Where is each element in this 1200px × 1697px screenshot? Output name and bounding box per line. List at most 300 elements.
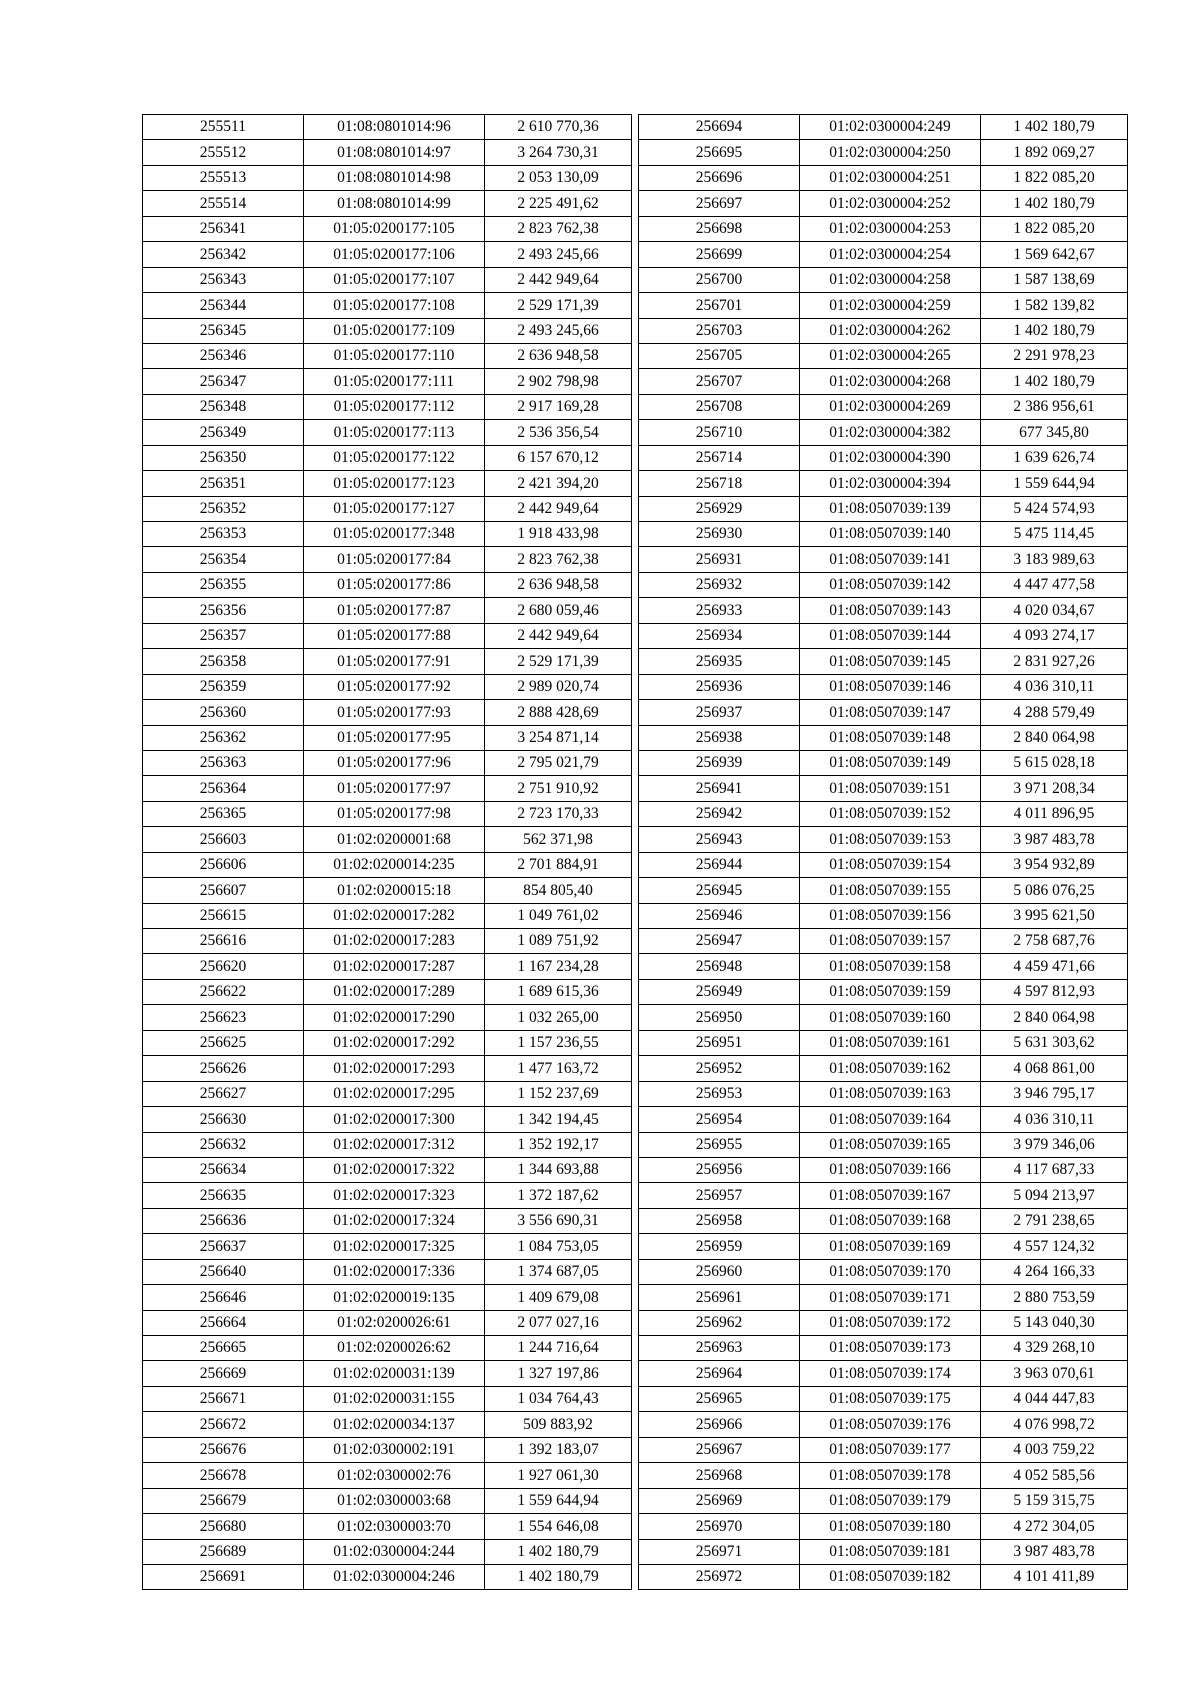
cadastral-number-cell: 01:02:0200031:139 xyxy=(304,1361,485,1386)
cadastral-value-cell: 4 597 812,93 xyxy=(981,979,1128,1004)
cadastral-number-cell: 01:08:0507039:180 xyxy=(800,1514,981,1539)
cadastral-number-cell: 01:02:0300004:251 xyxy=(800,165,981,190)
cadastral-number-cell: 01:05:0200177:123 xyxy=(304,471,485,496)
cadastral-value-cell: 2 442 949,64 xyxy=(485,267,632,292)
record-number-cell: 256968 xyxy=(639,1463,800,1488)
record-number-cell: 256962 xyxy=(639,1310,800,1335)
cadastral-value-cell: 5 143 040,30 xyxy=(981,1310,1128,1335)
record-number-cell: 256672 xyxy=(143,1412,304,1437)
table-row xyxy=(639,1514,1128,1539)
table-row xyxy=(143,776,632,801)
record-number-cell: 256937 xyxy=(639,700,800,725)
table-row xyxy=(143,674,632,699)
cadastral-number-cell: 01:02:0300004:265 xyxy=(800,343,981,368)
cadastral-number-cell: 01:02:0300004:269 xyxy=(800,394,981,419)
cadastral-value-cell: 1 034 764,43 xyxy=(485,1386,632,1411)
table-row xyxy=(143,852,632,877)
cadastral-value-cell: 3 995 621,50 xyxy=(981,903,1128,928)
table-row xyxy=(143,394,632,419)
table-row xyxy=(143,445,632,470)
record-number-cell: 256603 xyxy=(143,827,304,852)
cadastral-value-cell: 3 963 070,61 xyxy=(981,1361,1128,1386)
record-number-cell: 256349 xyxy=(143,420,304,445)
record-number-cell: 256961 xyxy=(639,1285,800,1310)
cadastral-number-cell: 01:08:0507039:178 xyxy=(800,1463,981,1488)
record-number-cell: 256957 xyxy=(639,1183,800,1208)
cadastral-number-cell: 01:08:0801014:97 xyxy=(304,140,485,165)
record-number-cell: 256935 xyxy=(639,649,800,674)
cadastral-number-cell: 01:08:0507039:143 xyxy=(800,598,981,623)
cadastral-value-cell: 3 987 483,78 xyxy=(981,1539,1128,1564)
table-row xyxy=(143,649,632,674)
record-number-cell: 256689 xyxy=(143,1539,304,1564)
cadastral-number-cell: 01:08:0507039:172 xyxy=(800,1310,981,1335)
table-row xyxy=(639,140,1128,165)
record-number-cell: 256364 xyxy=(143,776,304,801)
cadastral-number-cell: 01:08:0507039:148 xyxy=(800,725,981,750)
table-row xyxy=(143,191,632,216)
table-row xyxy=(639,191,1128,216)
record-number-cell: 256708 xyxy=(639,394,800,419)
table-row xyxy=(143,1514,632,1539)
cadastral-number-cell: 01:08:0507039:162 xyxy=(800,1056,981,1081)
cadastral-value-cell: 4 093 274,17 xyxy=(981,623,1128,648)
cadastral-value-cell: 1 569 642,67 xyxy=(981,242,1128,267)
cadastral-number-cell: 01:08:0507039:176 xyxy=(800,1412,981,1437)
cadastral-value-cell: 2 442 949,64 xyxy=(485,496,632,521)
cadastral-number-cell: 01:08:0507039:154 xyxy=(800,852,981,877)
table-row xyxy=(639,1564,1128,1589)
cadastral-number-cell: 01:05:0200177:113 xyxy=(304,420,485,445)
record-number-cell: 256930 xyxy=(639,522,800,547)
cadastral-value-cell: 1 157 236,55 xyxy=(485,1030,632,1055)
table-row xyxy=(639,852,1128,877)
cadastral-number-cell: 01:02:0200017:289 xyxy=(304,979,485,1004)
record-number-cell: 256972 xyxy=(639,1564,800,1589)
cadastral-value-cell: 3 254 871,14 xyxy=(485,725,632,750)
record-number-cell: 256694 xyxy=(639,115,800,140)
cadastral-number-cell: 01:02:0200017:282 xyxy=(304,903,485,928)
record-number-cell: 256965 xyxy=(639,1386,800,1411)
cadastral-number-cell: 01:02:0200017:283 xyxy=(304,929,485,954)
cadastral-value-cell: 4 264 166,33 xyxy=(981,1259,1128,1284)
cadastral-value-cell: 1 402 180,79 xyxy=(485,1564,632,1589)
table-row xyxy=(639,954,1128,979)
cadastral-value-cell: 1 402 180,79 xyxy=(485,1539,632,1564)
cadastral-value-cell: 4 117 687,33 xyxy=(981,1157,1128,1182)
record-number-cell: 256634 xyxy=(143,1157,304,1182)
cadastral-value-cell: 1 244 716,64 xyxy=(485,1336,632,1361)
cadastral-number-cell: 01:08:0507039:177 xyxy=(800,1437,981,1462)
cadastral-number-cell: 01:02:0300004:382 xyxy=(800,420,981,445)
table-row xyxy=(639,522,1128,547)
cadastral-value-cell: 4 101 411,89 xyxy=(981,1564,1128,1589)
cadastral-value-cell: 4 447 477,58 xyxy=(981,572,1128,597)
cadastral-value-cell: 4 036 310,11 xyxy=(981,1107,1128,1132)
record-number-cell: 256623 xyxy=(143,1005,304,1030)
cadastral-value-cell: 1 639 626,74 xyxy=(981,445,1128,470)
record-number-cell: 256707 xyxy=(639,369,800,394)
table-row xyxy=(143,1488,632,1513)
cadastral-number-cell: 01:02:0200017:295 xyxy=(304,1081,485,1106)
table-row xyxy=(639,1107,1128,1132)
cadastral-value-cell: 1 822 085,20 xyxy=(981,165,1128,190)
record-number-cell: 256931 xyxy=(639,547,800,572)
cadastral-value-cell: 4 272 304,05 xyxy=(981,1514,1128,1539)
cadastral-value-cell: 2 077 027,16 xyxy=(485,1310,632,1335)
table-row xyxy=(143,1056,632,1081)
table-row xyxy=(639,369,1128,394)
cadastral-number-cell: 01:02:0200019:135 xyxy=(304,1285,485,1310)
cadastral-number-cell: 01:08:0507039:171 xyxy=(800,1285,981,1310)
cadastral-number-cell: 01:05:0200177:91 xyxy=(304,649,485,674)
table-row xyxy=(639,878,1128,903)
record-number-cell: 256942 xyxy=(639,801,800,826)
cadastral-number-cell: 01:08:0507039:175 xyxy=(800,1386,981,1411)
cadastral-number-cell: 01:08:0507039:157 xyxy=(800,929,981,954)
table-row xyxy=(143,725,632,750)
table-row xyxy=(143,343,632,368)
table-row xyxy=(639,1336,1128,1361)
cadastral-number-cell: 01:02:0300004:390 xyxy=(800,445,981,470)
table-row xyxy=(143,1005,632,1030)
cadastral-value-cell: 1 374 687,05 xyxy=(485,1259,632,1284)
table-row xyxy=(639,598,1128,623)
cadastral-number-cell: 01:05:0200177:112 xyxy=(304,394,485,419)
record-number-cell: 256929 xyxy=(639,496,800,521)
cadastral-value-cell: 2 840 064,98 xyxy=(981,1005,1128,1030)
cadastral-value-cell: 4 557 124,32 xyxy=(981,1234,1128,1259)
cadastral-value-cell: 1 409 679,08 xyxy=(485,1285,632,1310)
cadastral-value-cell: 4 052 585,56 xyxy=(981,1463,1128,1488)
record-number-cell: 256351 xyxy=(143,471,304,496)
cadastral-value-cell: 2 493 245,66 xyxy=(485,242,632,267)
record-number-cell: 256646 xyxy=(143,1285,304,1310)
cadastral-number-cell: 01:02:0200017:292 xyxy=(304,1030,485,1055)
cadastral-value-cell: 2 989 020,74 xyxy=(485,674,632,699)
table-row xyxy=(143,1157,632,1182)
cadastral-value-cell: 5 615 028,18 xyxy=(981,750,1128,775)
cadastral-number-cell: 01:08:0507039:146 xyxy=(800,674,981,699)
record-number-cell: 256941 xyxy=(639,776,800,801)
cadastral-number-cell: 01:08:0507039:139 xyxy=(800,496,981,521)
record-number-cell: 256353 xyxy=(143,522,304,547)
record-number-cell: 256932 xyxy=(639,572,800,597)
cadastral-number-cell: 01:08:0507039:182 xyxy=(800,1564,981,1589)
record-number-cell: 256958 xyxy=(639,1208,800,1233)
table-row xyxy=(143,929,632,954)
cadastral-number-cell: 01:08:0507039:167 xyxy=(800,1183,981,1208)
cadastral-value-cell: 2 758 687,76 xyxy=(981,929,1128,954)
cadastral-number-cell: 01:08:0801014:99 xyxy=(304,191,485,216)
table-row xyxy=(639,445,1128,470)
cadastral-value-table-right xyxy=(638,114,1128,1590)
record-number-cell: 256344 xyxy=(143,293,304,318)
cadastral-value-cell: 2 636 948,58 xyxy=(485,343,632,368)
record-number-cell: 256616 xyxy=(143,929,304,954)
cadastral-number-cell: 01:08:0507039:141 xyxy=(800,547,981,572)
table-row xyxy=(143,267,632,292)
table-row xyxy=(639,929,1128,954)
cadastral-value-cell: 5 094 213,97 xyxy=(981,1183,1128,1208)
table-row xyxy=(639,1132,1128,1157)
record-number-cell: 256954 xyxy=(639,1107,800,1132)
record-number-cell: 256966 xyxy=(639,1412,800,1437)
record-number-cell: 256359 xyxy=(143,674,304,699)
record-number-cell: 256710 xyxy=(639,420,800,445)
record-number-cell: 256620 xyxy=(143,954,304,979)
table-row xyxy=(143,1336,632,1361)
cadastral-value-cell: 2 529 171,39 xyxy=(485,649,632,674)
table-row xyxy=(639,1183,1128,1208)
cadastral-number-cell: 01:08:0507039:170 xyxy=(800,1259,981,1284)
cadastral-number-cell: 01:02:0300002:76 xyxy=(304,1463,485,1488)
table-row xyxy=(639,1488,1128,1513)
record-number-cell: 256700 xyxy=(639,267,800,292)
cadastral-value-cell: 4 044 447,83 xyxy=(981,1386,1128,1411)
cadastral-number-cell: 01:05:0200177:93 xyxy=(304,700,485,725)
table-row xyxy=(639,496,1128,521)
record-number-cell: 256705 xyxy=(639,343,800,368)
cadastral-number-cell: 01:05:0200177:106 xyxy=(304,242,485,267)
table-row xyxy=(143,1361,632,1386)
cadastral-number-cell: 01:05:0200177:348 xyxy=(304,522,485,547)
cadastral-number-cell: 01:05:0200177:88 xyxy=(304,623,485,648)
cadastral-number-cell: 01:02:0300004:246 xyxy=(304,1564,485,1589)
cadastral-value-cell: 1 152 237,69 xyxy=(485,1081,632,1106)
cadastral-number-cell: 01:02:0300004:258 xyxy=(800,267,981,292)
table-row xyxy=(639,725,1128,750)
cadastral-value-cell: 3 979 346,06 xyxy=(981,1132,1128,1157)
table-row xyxy=(639,115,1128,140)
record-number-cell: 256948 xyxy=(639,954,800,979)
record-number-cell: 256622 xyxy=(143,979,304,1004)
cadastral-number-cell: 01:05:0200177:98 xyxy=(304,801,485,826)
table-row xyxy=(143,572,632,597)
cadastral-value-cell: 2 386 956,61 xyxy=(981,394,1128,419)
cadastral-number-cell: 01:02:0200017:325 xyxy=(304,1234,485,1259)
table-row xyxy=(143,954,632,979)
table-row xyxy=(143,1539,632,1564)
cadastral-value-cell: 5 424 574,93 xyxy=(981,496,1128,521)
cadastral-number-cell: 01:08:0507039:179 xyxy=(800,1488,981,1513)
cadastral-value-cell: 1 402 180,79 xyxy=(981,318,1128,343)
record-number-cell: 256342 xyxy=(143,242,304,267)
cadastral-number-cell: 01:08:0507039:153 xyxy=(800,827,981,852)
cadastral-value-cell: 1 089 751,92 xyxy=(485,929,632,954)
cadastral-value-cell: 4 003 759,22 xyxy=(981,1437,1128,1462)
table-row xyxy=(639,776,1128,801)
record-number-cell: 256676 xyxy=(143,1437,304,1462)
table-row xyxy=(639,827,1128,852)
record-number-cell: 256354 xyxy=(143,547,304,572)
table-row xyxy=(639,420,1128,445)
table-row xyxy=(639,216,1128,241)
table-row xyxy=(639,903,1128,928)
cadastral-value-cell: 2 610 770,36 xyxy=(485,115,632,140)
record-number-cell: 256352 xyxy=(143,496,304,521)
record-number-cell: 256664 xyxy=(143,1310,304,1335)
record-number-cell: 256343 xyxy=(143,267,304,292)
cadastral-value-cell: 2 053 130,09 xyxy=(485,165,632,190)
cadastral-value-cell: 4 329 268,10 xyxy=(981,1336,1128,1361)
table-row xyxy=(143,1183,632,1208)
cadastral-number-cell: 01:08:0801014:98 xyxy=(304,165,485,190)
record-number-cell: 256946 xyxy=(639,903,800,928)
record-number-cell: 256632 xyxy=(143,1132,304,1157)
cadastral-value-cell: 1 372 187,62 xyxy=(485,1183,632,1208)
table-row xyxy=(639,623,1128,648)
table-row xyxy=(639,801,1128,826)
table-row xyxy=(639,750,1128,775)
table-row xyxy=(639,1285,1128,1310)
table-row xyxy=(143,216,632,241)
cadastral-value-cell: 2 680 059,46 xyxy=(485,598,632,623)
table-row xyxy=(639,1386,1128,1411)
cadastral-value-cell: 3 264 730,31 xyxy=(485,140,632,165)
record-number-cell: 256955 xyxy=(639,1132,800,1157)
cadastral-value-cell: 1 559 644,94 xyxy=(485,1488,632,1513)
cadastral-number-cell: 01:08:0507039:161 xyxy=(800,1030,981,1055)
record-number-cell: 256971 xyxy=(639,1539,800,1564)
record-number-cell: 256950 xyxy=(639,1005,800,1030)
table-row xyxy=(143,878,632,903)
cadastral-value-cell: 4 459 471,66 xyxy=(981,954,1128,979)
table-row xyxy=(639,242,1128,267)
cadastral-number-cell: 01:02:0200017:290 xyxy=(304,1005,485,1030)
cadastral-value-cell: 2 888 428,69 xyxy=(485,700,632,725)
cadastral-value-cell: 2 840 064,98 xyxy=(981,725,1128,750)
table-row xyxy=(143,471,632,496)
cadastral-number-cell: 01:05:0200177:110 xyxy=(304,343,485,368)
cadastral-value-cell: 1 822 085,20 xyxy=(981,216,1128,241)
cadastral-number-cell: 01:05:0200177:109 xyxy=(304,318,485,343)
table-row xyxy=(639,394,1128,419)
cadastral-value-cell: 2 529 171,39 xyxy=(485,293,632,318)
table-row xyxy=(639,1234,1128,1259)
table-row xyxy=(639,572,1128,597)
cadastral-value-cell: 1 559 644,94 xyxy=(981,471,1128,496)
table-row xyxy=(143,318,632,343)
cadastral-number-cell: 01:08:0507039:149 xyxy=(800,750,981,775)
table-row xyxy=(143,1564,632,1589)
cadastral-value-cell: 4 020 034,67 xyxy=(981,598,1128,623)
table-row xyxy=(639,1005,1128,1030)
cadastral-number-cell: 01:02:0200026:61 xyxy=(304,1310,485,1335)
record-number-cell: 256718 xyxy=(639,471,800,496)
cadastral-value-cell: 1 587 138,69 xyxy=(981,267,1128,292)
record-number-cell: 256951 xyxy=(639,1030,800,1055)
record-number-cell: 256967 xyxy=(639,1437,800,1462)
table-row xyxy=(143,1107,632,1132)
table-row xyxy=(639,1157,1128,1182)
cadastral-number-cell: 01:05:0200177:122 xyxy=(304,445,485,470)
record-number-cell: 256606 xyxy=(143,852,304,877)
record-number-cell: 256345 xyxy=(143,318,304,343)
table-row xyxy=(639,165,1128,190)
table-row xyxy=(143,827,632,852)
table-row xyxy=(143,369,632,394)
table-row xyxy=(639,1412,1128,1437)
record-number-cell: 256341 xyxy=(143,216,304,241)
record-number-cell: 256696 xyxy=(639,165,800,190)
cadastral-number-cell: 01:02:0200017:287 xyxy=(304,954,485,979)
cadastral-value-cell: 2 823 762,38 xyxy=(485,216,632,241)
table-row xyxy=(143,1463,632,1488)
cadastral-number-cell: 01:02:0300002:191 xyxy=(304,1437,485,1462)
record-number-cell: 255514 xyxy=(143,191,304,216)
cadastral-value-cell: 5 475 114,45 xyxy=(981,522,1128,547)
record-number-cell: 256665 xyxy=(143,1336,304,1361)
cadastral-value-cell: 1 167 234,28 xyxy=(485,954,632,979)
table-row xyxy=(639,674,1128,699)
cadastral-value-cell: 562 371,98 xyxy=(485,827,632,852)
record-number-cell: 255512 xyxy=(143,140,304,165)
table-row xyxy=(143,293,632,318)
record-number-cell: 256347 xyxy=(143,369,304,394)
cadastral-value-cell: 5 086 076,25 xyxy=(981,878,1128,903)
cadastral-value-cell: 4 068 861,00 xyxy=(981,1056,1128,1081)
cadastral-value-cell: 1 582 139,82 xyxy=(981,293,1128,318)
record-number-cell: 256714 xyxy=(639,445,800,470)
cadastral-value-cell: 2 421 394,20 xyxy=(485,471,632,496)
record-number-cell: 256640 xyxy=(143,1259,304,1284)
cadastral-value-cell: 1 084 753,05 xyxy=(485,1234,632,1259)
record-number-cell: 256939 xyxy=(639,750,800,775)
table-row xyxy=(639,1056,1128,1081)
record-number-cell: 256348 xyxy=(143,394,304,419)
cadastral-value-cell: 2 493 245,66 xyxy=(485,318,632,343)
cadastral-value-cell: 1 402 180,79 xyxy=(981,191,1128,216)
record-number-cell: 256938 xyxy=(639,725,800,750)
cadastral-number-cell: 01:05:0200177:92 xyxy=(304,674,485,699)
cadastral-value-cell: 1 892 069,27 xyxy=(981,140,1128,165)
table-row xyxy=(143,623,632,648)
cadastral-value-cell: 2 636 948,58 xyxy=(485,572,632,597)
cadastral-value-cell: 854 805,40 xyxy=(485,878,632,903)
table-row xyxy=(143,1208,632,1233)
cadastral-number-cell: 01:08:0507039:174 xyxy=(800,1361,981,1386)
table-row xyxy=(639,1310,1128,1335)
cadastral-value-cell: 2 442 949,64 xyxy=(485,623,632,648)
record-number-cell: 256953 xyxy=(639,1081,800,1106)
cadastral-value-cell: 2 701 884,91 xyxy=(485,852,632,877)
table-row xyxy=(143,750,632,775)
table-row xyxy=(639,343,1128,368)
cadastral-number-cell: 01:08:0507039:163 xyxy=(800,1081,981,1106)
cadastral-number-cell: 01:08:0801014:96 xyxy=(304,115,485,140)
table-row xyxy=(143,1285,632,1310)
record-number-cell: 256625 xyxy=(143,1030,304,1055)
cadastral-number-cell: 01:08:0507039:144 xyxy=(800,623,981,648)
cadastral-value-cell: 3 971 208,34 xyxy=(981,776,1128,801)
cadastral-number-cell: 01:02:0200017:300 xyxy=(304,1107,485,1132)
cadastral-value-cell: 4 011 896,95 xyxy=(981,801,1128,826)
cadastral-number-cell: 01:02:0300004:249 xyxy=(800,115,981,140)
cadastral-number-cell: 01:02:0300004:244 xyxy=(304,1539,485,1564)
cadastral-number-cell: 01:02:0300004:253 xyxy=(800,216,981,241)
cadastral-value-cell: 3 556 690,31 xyxy=(485,1208,632,1233)
record-number-cell: 256363 xyxy=(143,750,304,775)
table-row xyxy=(639,1030,1128,1055)
table-row xyxy=(143,1412,632,1437)
cadastral-value-cell: 1 477 163,72 xyxy=(485,1056,632,1081)
record-number-cell: 256933 xyxy=(639,598,800,623)
cadastral-value-cell: 3 946 795,17 xyxy=(981,1081,1128,1106)
record-number-cell: 256944 xyxy=(639,852,800,877)
table-row xyxy=(639,1361,1128,1386)
cadastral-number-cell: 01:08:0507039:169 xyxy=(800,1234,981,1259)
